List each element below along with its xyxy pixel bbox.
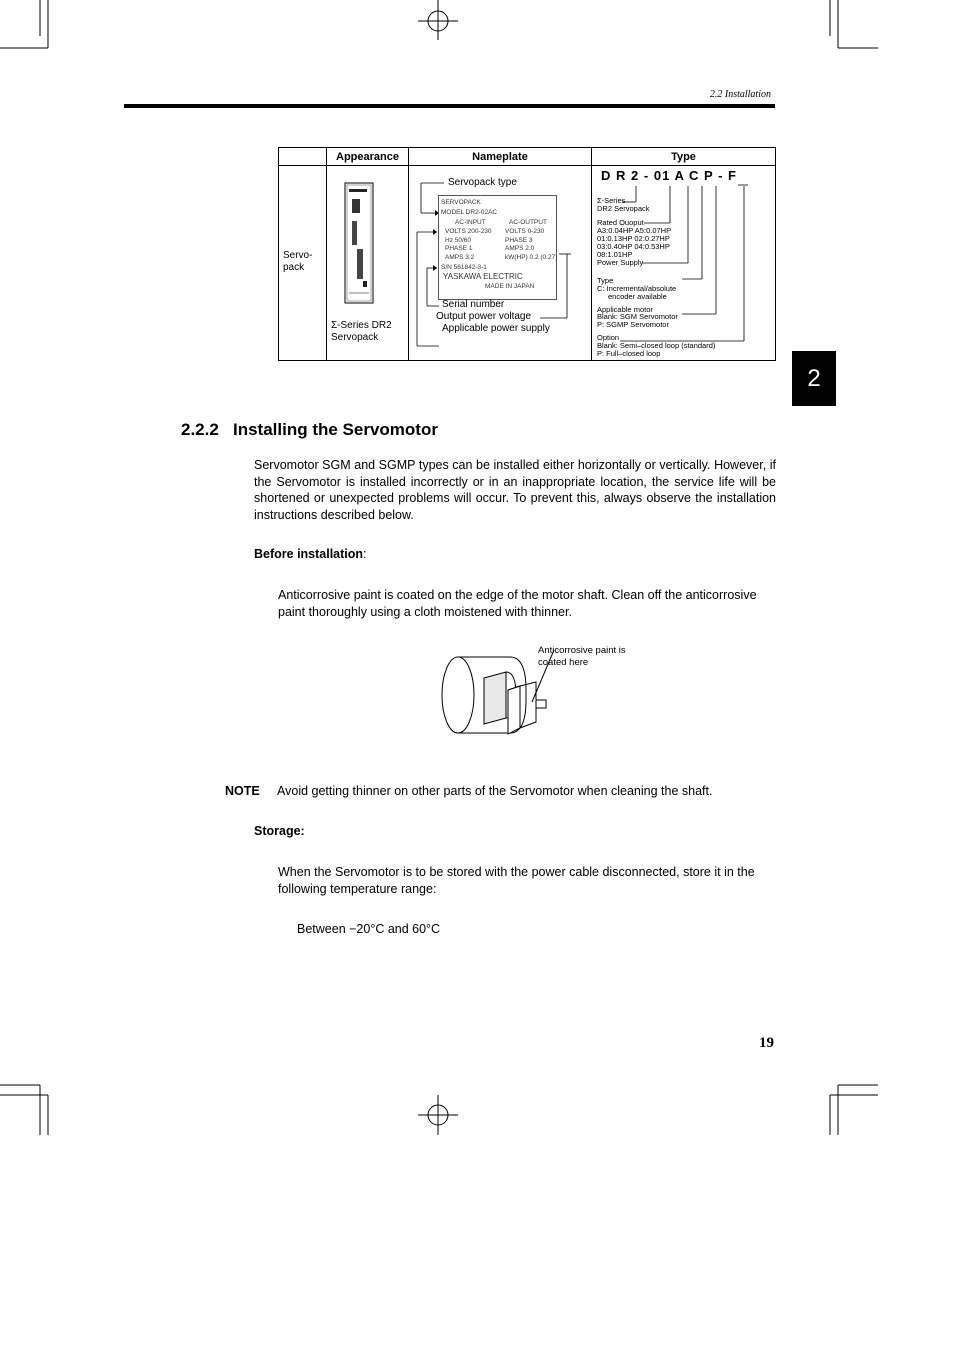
- type-code-char: -: [643, 168, 650, 183]
- rated-output-line: 03:0.40HP 04:0.53HP: [597, 242, 670, 251]
- header-rule: [124, 104, 775, 108]
- applicable-motor-title: Applicable motor: [597, 305, 653, 314]
- rated-output-line: 08:1.01HP: [597, 250, 633, 259]
- table-header-appearance: Appearance: [327, 148, 409, 166]
- row-label-cell: [279, 166, 327, 361]
- storage-heading: Storage:: [254, 824, 305, 838]
- nameplate-cell: [409, 166, 592, 361]
- serial-number-label: Serial number: [442, 299, 505, 310]
- type-code-char: R: [616, 168, 627, 183]
- plate-in-line: Hz 50/60: [445, 236, 472, 244]
- appearance-caption: Σ-Series DR2 Servopack: [331, 320, 392, 343]
- note-label-text: NOTE: [225, 784, 260, 798]
- servopack-type-table: [278, 147, 776, 361]
- option-title: Option: [597, 333, 620, 342]
- nameplate-plate: [438, 195, 557, 300]
- type-title: Type: [597, 276, 614, 285]
- type-code-char: D: [601, 168, 612, 183]
- power-supply-label: Power Supply: [597, 258, 644, 267]
- note-label: [225, 783, 260, 800]
- section-title: Installing the Servomotor: [232, 420, 438, 439]
- plate-input-values: [445, 228, 492, 262]
- temperature-range: Between −20°C and 60°C: [297, 922, 441, 936]
- type-code-char: P: [704, 168, 714, 183]
- plate-in-line: VOLTS 200-230: [445, 228, 492, 235]
- before-installation-label: Before installation: [254, 547, 364, 561]
- applicable-motor-p: P: SGMP Servomotor: [597, 320, 669, 329]
- page-number: 19: [759, 1035, 774, 1051]
- type-cell: [592, 166, 776, 361]
- before-installation-colon: :: [363, 547, 367, 561]
- table-header-type: Type: [592, 148, 776, 166]
- table-row: [279, 166, 776, 361]
- storage-text: When the Servomotor is to be stored with the power cable disconnected, store it in the following temperature range:: [278, 865, 755, 896]
- applicable-supply-label: Applicable power supply: [442, 323, 550, 334]
- before-installation-heading: [254, 546, 367, 563]
- type-code-char: 1: [662, 168, 671, 183]
- table-header-nameplate: Nameplate: [409, 148, 592, 166]
- intro-paragraph: Servomotor SGM and SGMP types can be installed either horizontally or vertically. However, if the Servomotor is installed incorrectly or in an inappropriate location, the service life will be shortened or unexpected problems will occur. To prevent this, always observe the installation instructions described below.: [254, 458, 776, 522]
- output-voltage-label: Output power voltage: [436, 311, 532, 322]
- plate-ac-output: AC-OUTPUT: [509, 219, 547, 226]
- rated-output-line: 01:0.13HP 02:0.27HP: [597, 234, 670, 243]
- table-header-blank: [279, 148, 327, 166]
- type-code-char: C: [689, 168, 700, 183]
- plate-out-line: kW(HP) 0.2 (0.27): [505, 253, 558, 261]
- type-code-char: 0: [653, 168, 663, 183]
- option-p: P: Full–closed loop: [597, 349, 661, 358]
- option-blank: Blank: Semi–closed loop (standard): [597, 341, 716, 350]
- type-code-char: 2: [631, 168, 640, 183]
- type-code-char: A: [674, 168, 685, 183]
- plate-maker: YASKAWA ELECTRIC: [443, 272, 523, 281]
- plate-serial: S/N 561842-3-1: [441, 264, 487, 271]
- chapter-tab: 2: [792, 351, 836, 406]
- section-heading: [181, 420, 438, 440]
- type-code-char: F: [728, 168, 737, 183]
- rated-output-line: A3:0.04HP A5:0.07HP: [597, 226, 672, 235]
- plate-in-line: PHASE 1: [445, 245, 473, 252]
- row-label: Servo- pack: [283, 250, 313, 273]
- appearance-cell: [327, 166, 409, 361]
- plate-ac-input: AC-INPUT: [455, 219, 486, 226]
- type-code-char: -: [718, 168, 724, 183]
- figure-callout: Anticorrosive paint is coated here: [538, 645, 626, 668]
- before-installation-text: Anticorrosive paint is coated on the edge of the motor shaft. Clean off the anticorrosive paint thoroughly using a cloth moistened with thinner.: [278, 588, 757, 619]
- table-header-row: [279, 148, 776, 166]
- rated-output-list: [597, 227, 671, 259]
- plate-out-line: VOLTS 0-230: [505, 228, 545, 235]
- plate-out-line: AMPS 2.0: [505, 245, 535, 252]
- rated-output-title: Rated Ouoput: [597, 218, 644, 227]
- plate-made-in: MADE IN JAPAN: [485, 283, 535, 290]
- applicable-motor-blank: Blank: SGM Servomotor: [597, 312, 678, 321]
- type-series: Σ-Series DR2 Servopack: [597, 196, 650, 213]
- note-text: Avoid getting thinner on other parts of the Servomotor when cleaning the shaft.: [277, 784, 713, 798]
- plate-title: SERVOPACK: [441, 199, 481, 206]
- type-c-continued: encoder available: [608, 292, 667, 301]
- running-header: 2.2 Installation: [709, 89, 771, 100]
- type-c: C: Incremental/absolute: [597, 284, 677, 293]
- section-number: 2.2.2: [181, 420, 219, 439]
- servopack-illustration: [343, 181, 377, 311]
- plate-output-values: [505, 228, 557, 262]
- plate-out-line: PHASE 3: [505, 236, 533, 244]
- plate-in-line: AMPS 3.2: [445, 253, 475, 261]
- servopack-type-label: Servopack type: [448, 177, 517, 188]
- plate-model: MODEL DR2-02AC: [441, 209, 498, 216]
